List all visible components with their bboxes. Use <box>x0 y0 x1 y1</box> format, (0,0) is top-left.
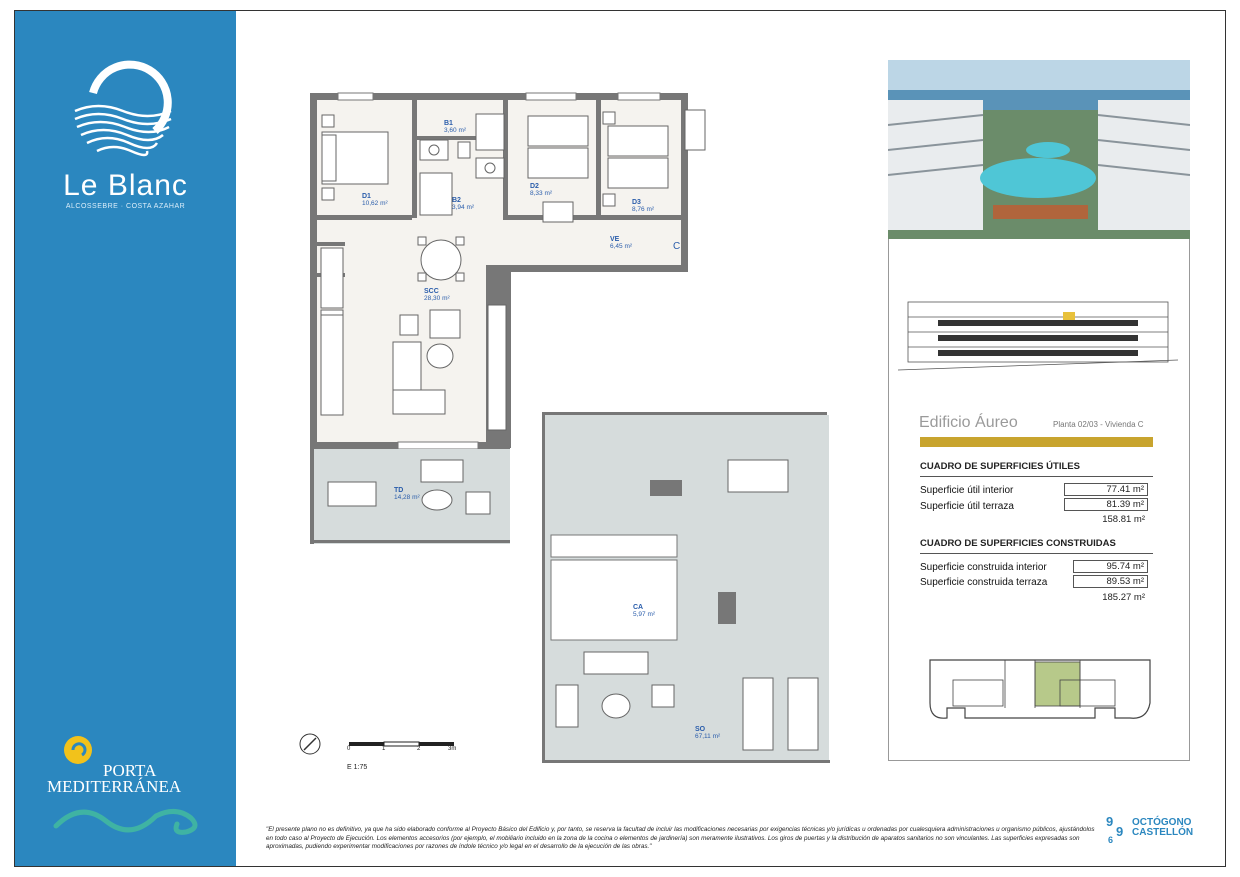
key-plan <box>925 658 1155 723</box>
useful-total: 158.81 m² <box>1102 514 1145 525</box>
useful-row-terrace-label: Superficie útil terraza <box>920 501 1014 512</box>
solarium-so <box>542 412 830 763</box>
unit-label: Planta 02/03 - Vivienda C <box>1053 420 1144 429</box>
brand-subtitle: ALCOSSEBRE · COSTA AZAHAR <box>65 203 186 210</box>
compass-icon <box>300 734 320 754</box>
built-total: 185.27 m² <box>1102 592 1145 603</box>
svg-text:9: 9 <box>1116 824 1124 839</box>
scale-tick-0: 0 <box>347 746 351 752</box>
room-label-ve: VE 6,45 m² <box>610 236 633 250</box>
room-label-scc: SCC 28,30 m² <box>424 288 450 302</box>
useful-areas-heading: CUADRO DE SUPERFICIES ÚTILES <box>920 461 1080 472</box>
partner-line1: PORTA <box>103 761 157 780</box>
built-row-interior-label: Superficie construida interior <box>920 562 1047 573</box>
room-label-b2: B2 3,94 m² <box>452 197 475 211</box>
useful-heading-rule <box>920 476 1153 477</box>
room-label-b1: B1 3,60 m² <box>444 120 467 134</box>
built-row-terrace-value: 89.53 m² <box>1073 575 1148 588</box>
svg-text:6: 6 <box>1108 835 1114 844</box>
resort-photo <box>888 60 1190 239</box>
room-label-d1: D1 10,62 m² <box>362 193 388 207</box>
useful-row-terrace-value: 81.39 m² <box>1064 498 1148 511</box>
legal-disclaimer: "El presente plano no es definitivo, ya que ha sido elaborado conforme al Proyecto Básico del Edificio y, por tanto, se reserva la facultad de incluir las modificaciones necesarias por exigencias técnicas y/o jurídicas u ordenadas por cualesquiera administraciones u organismo públicos, ajustándolos en todo caso al Proyecto de Ejecución. Los elementos accesorios (por ejemplo, el mobiliario incluido en la zona de la cocina o elementos de jardinería) son meramente ilustrativos. Los giros de puertas y la distribución de aparatos sanitarios no son vinculantes. Las superficies expresadas son aproximadas, pudiendo experimentar modificaciones por razones de índole técnico y/o legal en el desarrollo de la ejecución de las obras." <box>266 826 1095 850</box>
svg-text:9: 9 <box>1106 814 1114 829</box>
octogono-logo-icon <box>1106 814 1132 844</box>
room-label-d3: D3 8,76 m² <box>632 199 655 213</box>
built-areas-heading: CUADRO DE SUPERFICIES CONSTRUIDAS <box>920 538 1116 549</box>
le-blanc-logo-icon <box>73 53 173 163</box>
useful-row-interior-value: 77.41 m² <box>1064 483 1148 496</box>
built-heading-rule <box>920 553 1153 554</box>
scale-bar <box>349 742 454 746</box>
octogono-logo-text <box>1132 818 1193 838</box>
octogono-line1: OCTÓGONO <box>1132 817 1192 828</box>
brand-name: Le Blanc <box>63 169 188 202</box>
built-row-interior-value: 95.74 m² <box>1073 560 1148 573</box>
scale-tick-2: 2 <box>417 746 421 752</box>
gold-divider <box>920 437 1153 447</box>
building-elevation <box>898 282 1178 380</box>
room-label-d2: D2 8,33 m² <box>530 183 553 197</box>
scale-tick-3: 3m <box>448 746 457 752</box>
room-label-ca: CA 5,97 m² <box>633 604 656 618</box>
room-label-so: SO 67,11 m² <box>695 726 721 740</box>
octogono-line2: CASTELLÓN <box>1132 827 1194 838</box>
brand-sidebar <box>15 11 236 866</box>
scale-label: E 1:75 <box>347 764 368 771</box>
built-row-terrace-label: Superficie construida terraza <box>920 577 1048 588</box>
useful-row-interior-label: Superficie útil interior <box>920 485 1014 496</box>
floor-plan <box>238 60 858 790</box>
scale-tick-1: 1 <box>382 746 386 752</box>
partner-logo-text <box>47 761 182 796</box>
door-mark: C <box>673 241 681 252</box>
porta-mediterranea-sun-icon <box>61 733 95 767</box>
wave-icon <box>51 796 201 841</box>
room-label-td: TD 14,28 m² <box>394 487 420 501</box>
partner-line2: MEDITERRÁNEA <box>47 777 182 796</box>
building-name: Edificio Áureo <box>919 414 1018 431</box>
